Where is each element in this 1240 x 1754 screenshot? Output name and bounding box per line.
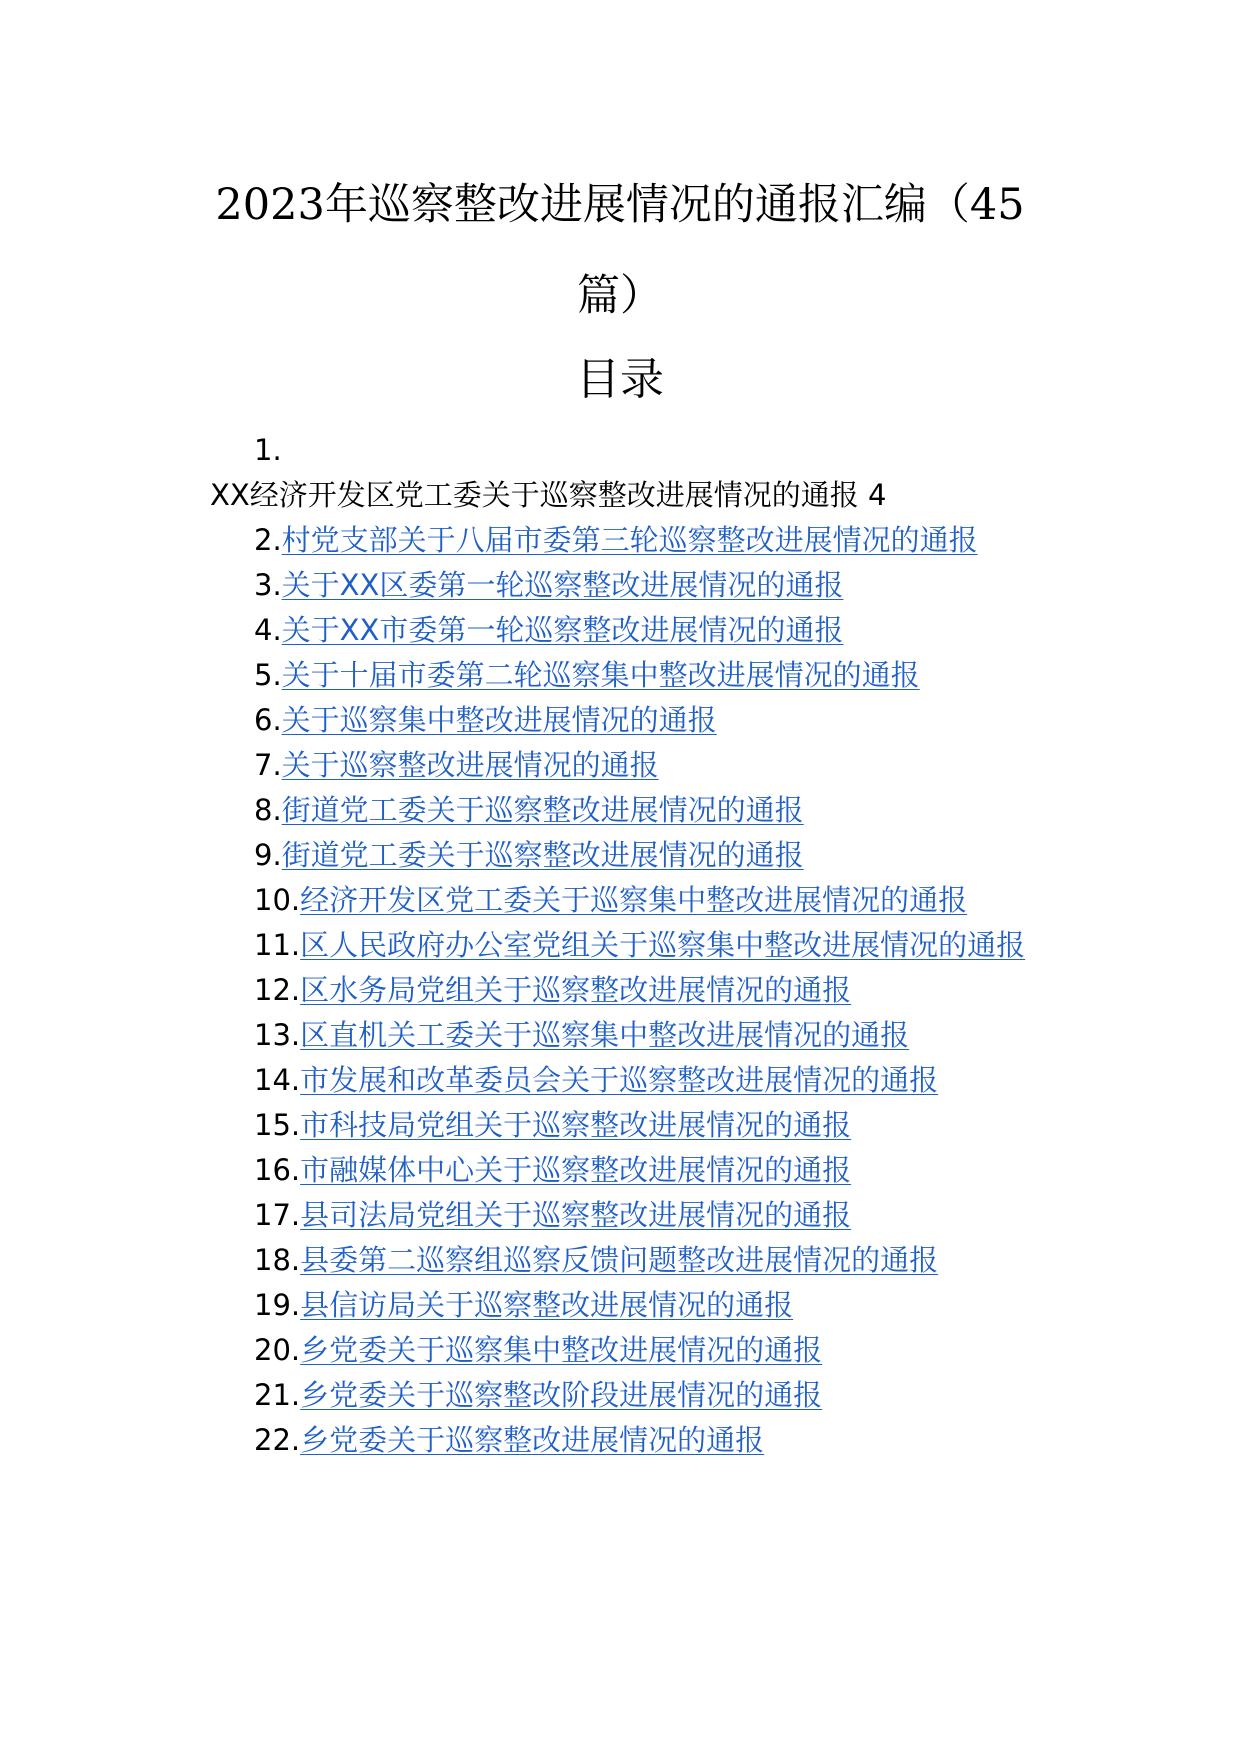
toc-item-link[interactable]: 街道党工委关于巡察整改进展情况的通报 [281,793,804,827]
toc-item-link[interactable]: 街道党工委关于巡察整改进展情况的通报 [281,838,804,872]
toc-item-number: 18. [254,1243,301,1277]
toc-item-19 [188,1283,1056,1328]
toc-item-number: 19. [254,1288,301,1322]
toc-item-link[interactable]: 县信访局关于巡察整改进展情况的通报 [300,1288,794,1322]
toc-item-number: 1. [254,433,282,467]
toc-item-link[interactable]: 市科技局党组关于巡察整改进展情况的通报 [300,1108,852,1142]
toc-item-13 [188,1013,1056,1058]
toc-item-link[interactable]: 关于XX区委第一轮巡察整改进展情况的通报 [281,568,844,602]
toc-item-1 [188,428,1056,518]
toc-item-10 [188,878,1056,923]
toc-item-link[interactable]: 乡党委关于巡察集中整改进展情况的通报 [300,1333,823,1367]
toc-item-link[interactable]: 关于巡察集中整改进展情况的通报 [281,703,717,737]
toc-item-link[interactable]: 乡党委关于巡察整改进展情况的通报 [300,1423,765,1457]
toc-item-18 [188,1238,1056,1283]
table-of-contents [188,428,1056,1463]
toc-item-21 [188,1373,1056,1418]
toc-item-4 [188,608,1056,653]
toc-item-text: XX经济开发区党工委关于巡察整改进展情况的通报 4 [210,478,887,512]
toc-item-number: 13. [254,1018,301,1052]
toc-item-5 [188,653,1056,698]
toc-item-number: 8. [254,793,282,827]
toc-item-link[interactable]: 关于十届市委第二轮巡察集中整改进展情况的通报 [281,658,920,692]
toc-item-link[interactable]: 县司法局党组关于巡察整改进展情况的通报 [300,1198,852,1232]
toc-item-12 [188,968,1056,1013]
toc-item-3 [188,563,1056,608]
toc-item-number: 20. [254,1333,301,1367]
toc-item-number: 3. [254,568,282,602]
document-title [188,160,1052,342]
toc-item-number: 9. [254,838,282,872]
toc-item-number: 14. [254,1063,301,1097]
toc-item-link[interactable]: 乡党委关于巡察整改阶段进展情况的通报 [300,1378,823,1412]
toc-item-number: 4. [254,613,282,647]
toc-item-9 [188,833,1056,878]
toc-item-number: 6. [254,703,282,737]
toc-item-link[interactable]: 县委第二巡察组巡察反馈问题整改进展情况的通报 [300,1243,939,1277]
toc-item-number: 5. [254,658,282,692]
toc-item-number: 2. [254,523,282,557]
toc-item-17 [188,1193,1056,1238]
toc-item-link[interactable]: 区直机关工委关于巡察集中整改进展情况的通报 [300,1018,910,1052]
toc-item-number: 22. [254,1423,301,1457]
toc-item-number: 21. [254,1378,301,1412]
toc-item-number: 17. [254,1198,301,1232]
toc-item-number: 11. [254,928,301,962]
toc-item-link[interactable]: 市融媒体中心关于巡察整改进展情况的通报 [300,1153,852,1187]
toc-item-11 [188,923,1056,968]
toc-item-link[interactable]: 区人民政府办公室党组关于巡察集中整改进展情况的通报 [300,928,1026,962]
toc-item-link[interactable]: 经济开发区党工委关于巡察集中整改进展情况的通报 [300,883,968,917]
toc-item-16 [188,1148,1056,1193]
toc-item-number: 10. [254,883,301,917]
toc-item-number: 16. [254,1153,301,1187]
document-title-line1: 2023年巡察整改进展情况的通报汇编（45 [215,180,1025,230]
toc-heading: 目录 [576,354,664,405]
toc-item-2 [188,518,1056,563]
toc-item-22 [188,1418,1056,1463]
toc-item-number: 12. [254,973,301,1007]
toc-item-7 [188,743,1056,788]
toc-item-15 [188,1103,1056,1148]
toc-item-link[interactable]: 市发展和改革委员会关于巡察整改进展情况的通报 [300,1063,939,1097]
toc-item-link[interactable]: 关于巡察整改进展情况的通报 [281,748,659,782]
toc-item-link[interactable]: 区水务局党组关于巡察整改进展情况的通报 [300,973,852,1007]
toc-item-number: 15. [254,1108,301,1142]
toc-item-link[interactable]: 村党支部关于八届市委第三轮巡察整改进展情况的通报 [281,523,978,557]
toc-item-20 [188,1328,1056,1373]
toc-item-14 [188,1058,1056,1103]
document-title-line2: 篇） [577,271,663,321]
toc-item-8 [188,788,1056,833]
toc-item-link[interactable]: 关于XX市委第一轮巡察整改进展情况的通报 [281,613,844,647]
toc-item-6 [188,698,1056,743]
toc-item-number: 7. [254,748,282,782]
